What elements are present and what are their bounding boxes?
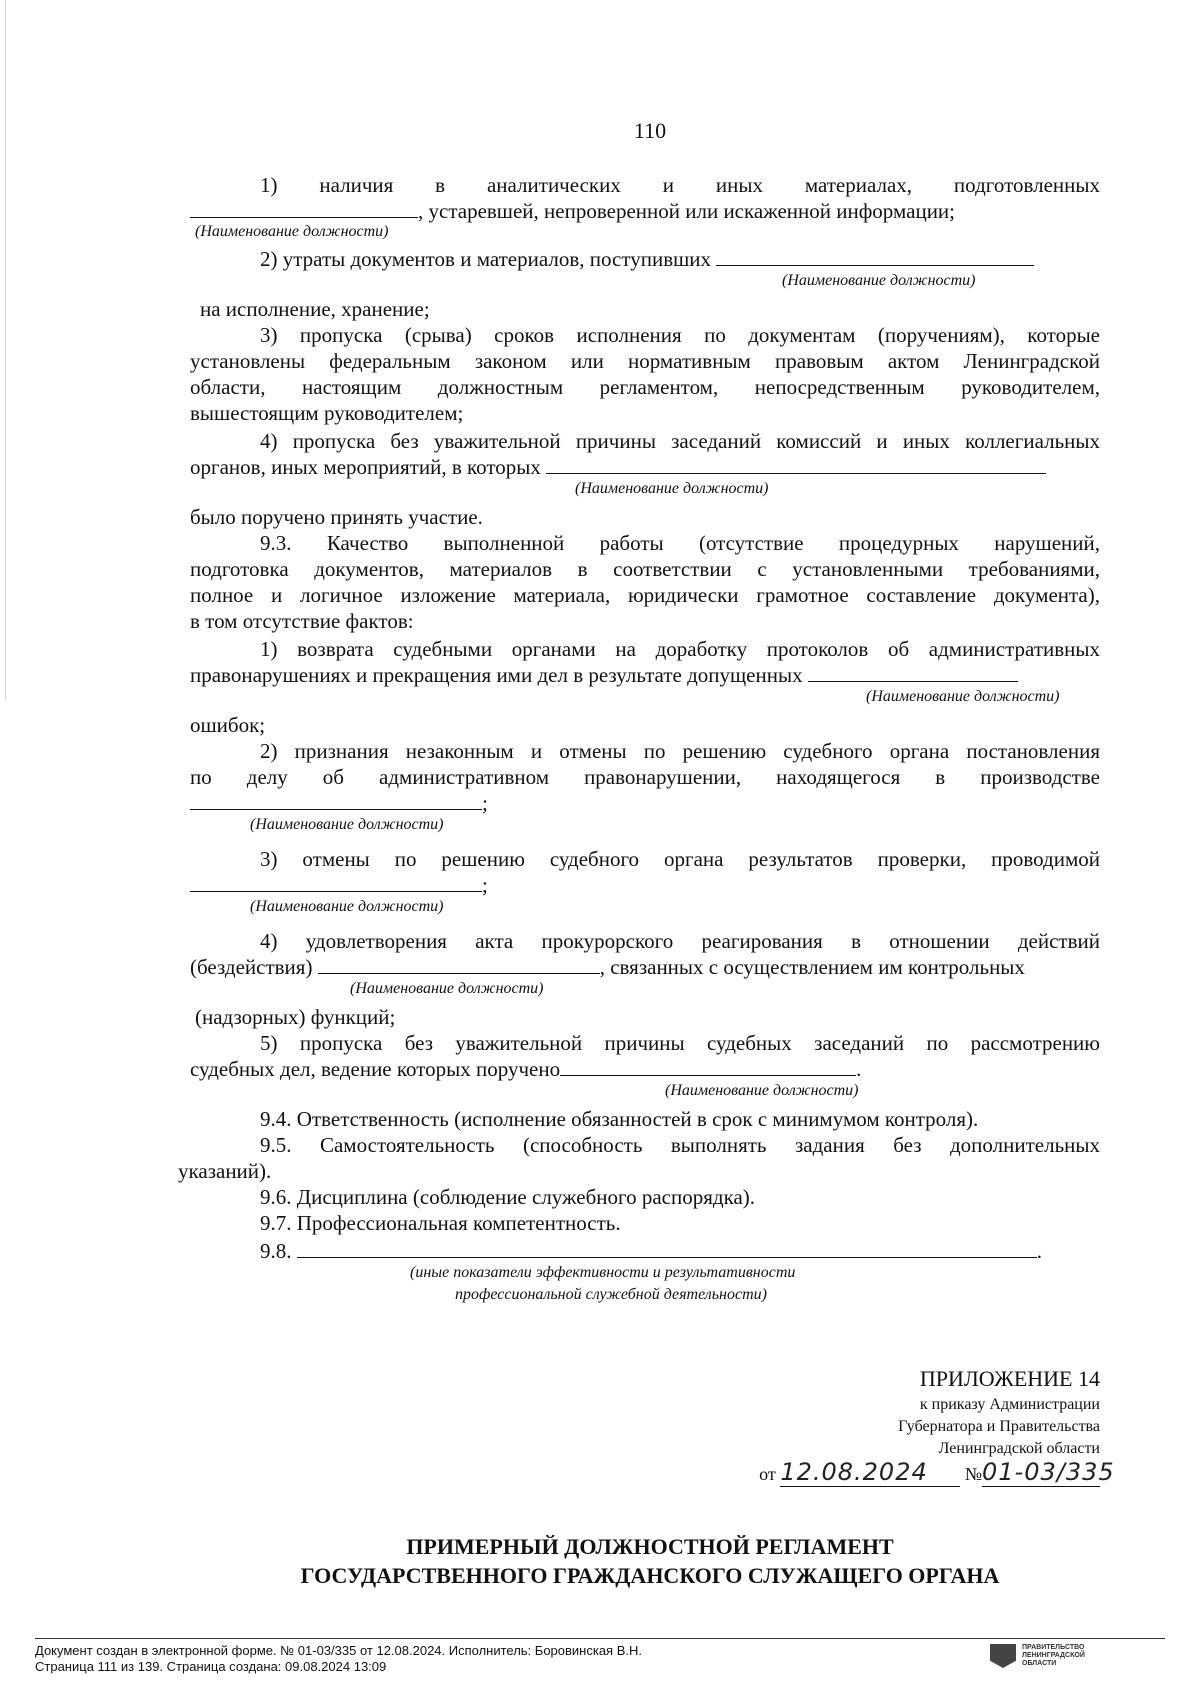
from-label: от <box>759 1464 776 1484</box>
handwritten-number: 01-03/335 <box>982 1458 1115 1486</box>
document-heading-1: ПРИМЕРНЫЙ ДОЛЖНОСТНОЙ РЕГЛАМЕНТ <box>406 1534 894 1559</box>
q5-text: судебных дел, ведение которых поручено <box>190 1057 561 1081</box>
section-9-3-line-4: в том отсутствие фактов: <box>190 609 414 633</box>
semicolon: ; <box>482 873 488 897</box>
semicolon: ; <box>482 791 488 815</box>
caption-position: (Наименование должности) <box>866 688 1060 705</box>
period: . <box>856 1057 862 1081</box>
section-9-6: 9.6. Дисциплина (соблюдение служебного распорядка). <box>260 1185 756 1209</box>
caption-position: (Наименование должности) <box>195 223 389 240</box>
footer-line-1: Документ создан в электронной форме. № 01-03/335 от 12.08.2024. Исполнитель: Боровинская В.Н. <box>35 1643 642 1658</box>
item-2-text: 2) утраты документов и материалов, поступивших <box>260 247 712 271</box>
document-heading-2: ГОСУДАРСТВЕННОГО ГРАЖДАНСКОГО СЛУЖАЩЕГО ОРГАНА <box>300 1563 1000 1588</box>
caption-indicators-2: профессиональной служебной деятельности) <box>455 1286 767 1303</box>
blank-line <box>318 955 600 974</box>
q4-line-1: 4) удовлетворения акта прокурорского реагирования в отношении действий <box>260 929 1100 953</box>
item-3-line-1: 3) пропуска (срыва) сроков исполнения по документам (поручениям), которые <box>260 323 1100 347</box>
q5-line-2 <box>190 1056 1100 1082</box>
q1-line-1: 1) возврата судебными органами на доработку протоколов об административных <box>260 637 1100 661</box>
blank-line <box>190 199 418 218</box>
logo-text: ПРАВИТЕЛЬСТВО ЛЕНИНГРАДСКОЙ ОБЛАСТИ <box>1022 1644 1085 1667</box>
caption-position: (Наименование должности) <box>350 980 544 997</box>
item-2-line-1 <box>190 246 1100 272</box>
number-label: № <box>964 1464 982 1484</box>
item-2-line-2: на исполнение, хранение; <box>200 297 430 321</box>
blank-line <box>190 873 482 892</box>
caption-position: (Наименование должности) <box>250 898 444 915</box>
blank-line <box>297 1239 1037 1258</box>
section-9-4: 9.4. Ответственность (исполнение обязанностей в срок с минимумом контроля). <box>260 1107 979 1131</box>
appendix-line-2: Губернатора и Правительства <box>898 1418 1100 1435</box>
item-3-line-2: установлены федеральным законом или нормативным правовым актом Ленинградской <box>190 349 1100 373</box>
blank-line <box>808 663 1018 682</box>
section-9-3-line-2: подготовка документов, материалов в соответствии с установленными требованиями, <box>190 557 1100 581</box>
caption-position: (Наименование должности) <box>250 816 444 833</box>
item-1-line-2 <box>190 198 1100 224</box>
section-9-3-line-1: 9.3. Качество выполненной работы (отсутствие процедурных нарушений, <box>260 531 1100 555</box>
page-number: 110 <box>633 118 667 143</box>
government-logo <box>990 1644 1100 1668</box>
appendix-line-3: Ленинградской области <box>938 1440 1100 1457</box>
q4-line-3: (надзорных) функций; <box>195 1005 396 1029</box>
caption-position: (Наименование должности) <box>665 1082 859 1099</box>
item-4-line-2 <box>190 454 1100 480</box>
q2-line-1: 2) признания незаконным и отмены по решению судебного органа постановления <box>260 739 1100 763</box>
q1-line-3: ошибок; <box>190 713 266 737</box>
handwritten-date: 12.08.2024 <box>780 1458 960 1487</box>
appendix-order-line <box>759 1458 1115 1488</box>
item-4-line-1: 4) пропуска без уважительной причины заседаний комиссий и иных коллегиальных <box>260 429 1100 453</box>
q3-line-2 <box>190 872 1100 898</box>
q1-line-2 <box>190 662 1100 688</box>
item-3-line-4: вышестоящим руководителем; <box>190 401 464 425</box>
section-9-7: 9.7. Профессиональная компетентность. <box>260 1211 621 1235</box>
blank-line <box>190 791 482 810</box>
blank-line <box>716 247 1034 266</box>
section-9-8 <box>190 1238 1100 1264</box>
q4-text-a: (бездействия) <box>190 955 313 979</box>
q5-line-1: 5) пропуска без уважительной причины судебных заседаний по рассмотрению <box>260 1031 1100 1055</box>
item-4-text: органов, иных мероприятий, в которых <box>190 455 541 479</box>
item-3-line-3: области, настоящим должностным регламентом, непосредственным руководителем, <box>190 375 1100 399</box>
section-9-5-line-1: 9.5. Самостоятельность (способность выполнять задания без дополнительных <box>260 1133 1100 1157</box>
item-4-line-3: было поручено принять участие. <box>190 505 483 529</box>
section-9-5-line-2: указаний). <box>178 1159 272 1183</box>
footer-line-2: Страница 111 из 139. Страница создана: 09.08.2024 13:09 <box>35 1659 387 1674</box>
q1-text: правонарушениях и прекращения ими дел в результате допущенных <box>190 663 803 687</box>
scan-edge-line <box>5 0 6 700</box>
blank-line <box>560 1057 856 1076</box>
appendix-line-1: к приказу Администрации <box>919 1396 1100 1413</box>
item-1-line-1: 1) наличия в аналитических и иных материалах, подготовленных <box>260 173 1100 197</box>
caption-indicators-1: (иные показатели эффективности и результативности <box>410 1264 796 1281</box>
q4-text-b: , связанных с осуществлением им контрольных <box>599 955 1025 979</box>
blank-line <box>546 455 1046 474</box>
q3-line-1: 3) отмены по решению судебного органа результатов проверки, проводимой <box>260 847 1100 871</box>
section-9-8-number: 9.8. <box>260 1239 292 1263</box>
caption-position: (Наименование должности) <box>575 480 769 497</box>
caption-position: (Наименование должности) <box>782 272 976 289</box>
coat-of-arms-icon <box>990 1644 1016 1668</box>
appendix-title: ПРИЛОЖЕНИЕ 14 <box>919 1366 1100 1391</box>
section-9-3-line-3: полное и логичное изложение материала, юридически грамотное составление документа), <box>190 583 1100 607</box>
item-1-text: , устаревшей, непроверенной или искаженной информации; <box>418 199 956 223</box>
q2-line-3 <box>190 790 1100 816</box>
q2-line-2: по делу об административном правонарушении, находящегося в производстве <box>190 765 1100 789</box>
period: . <box>1036 1239 1042 1263</box>
q4-line-2 <box>190 954 1100 980</box>
